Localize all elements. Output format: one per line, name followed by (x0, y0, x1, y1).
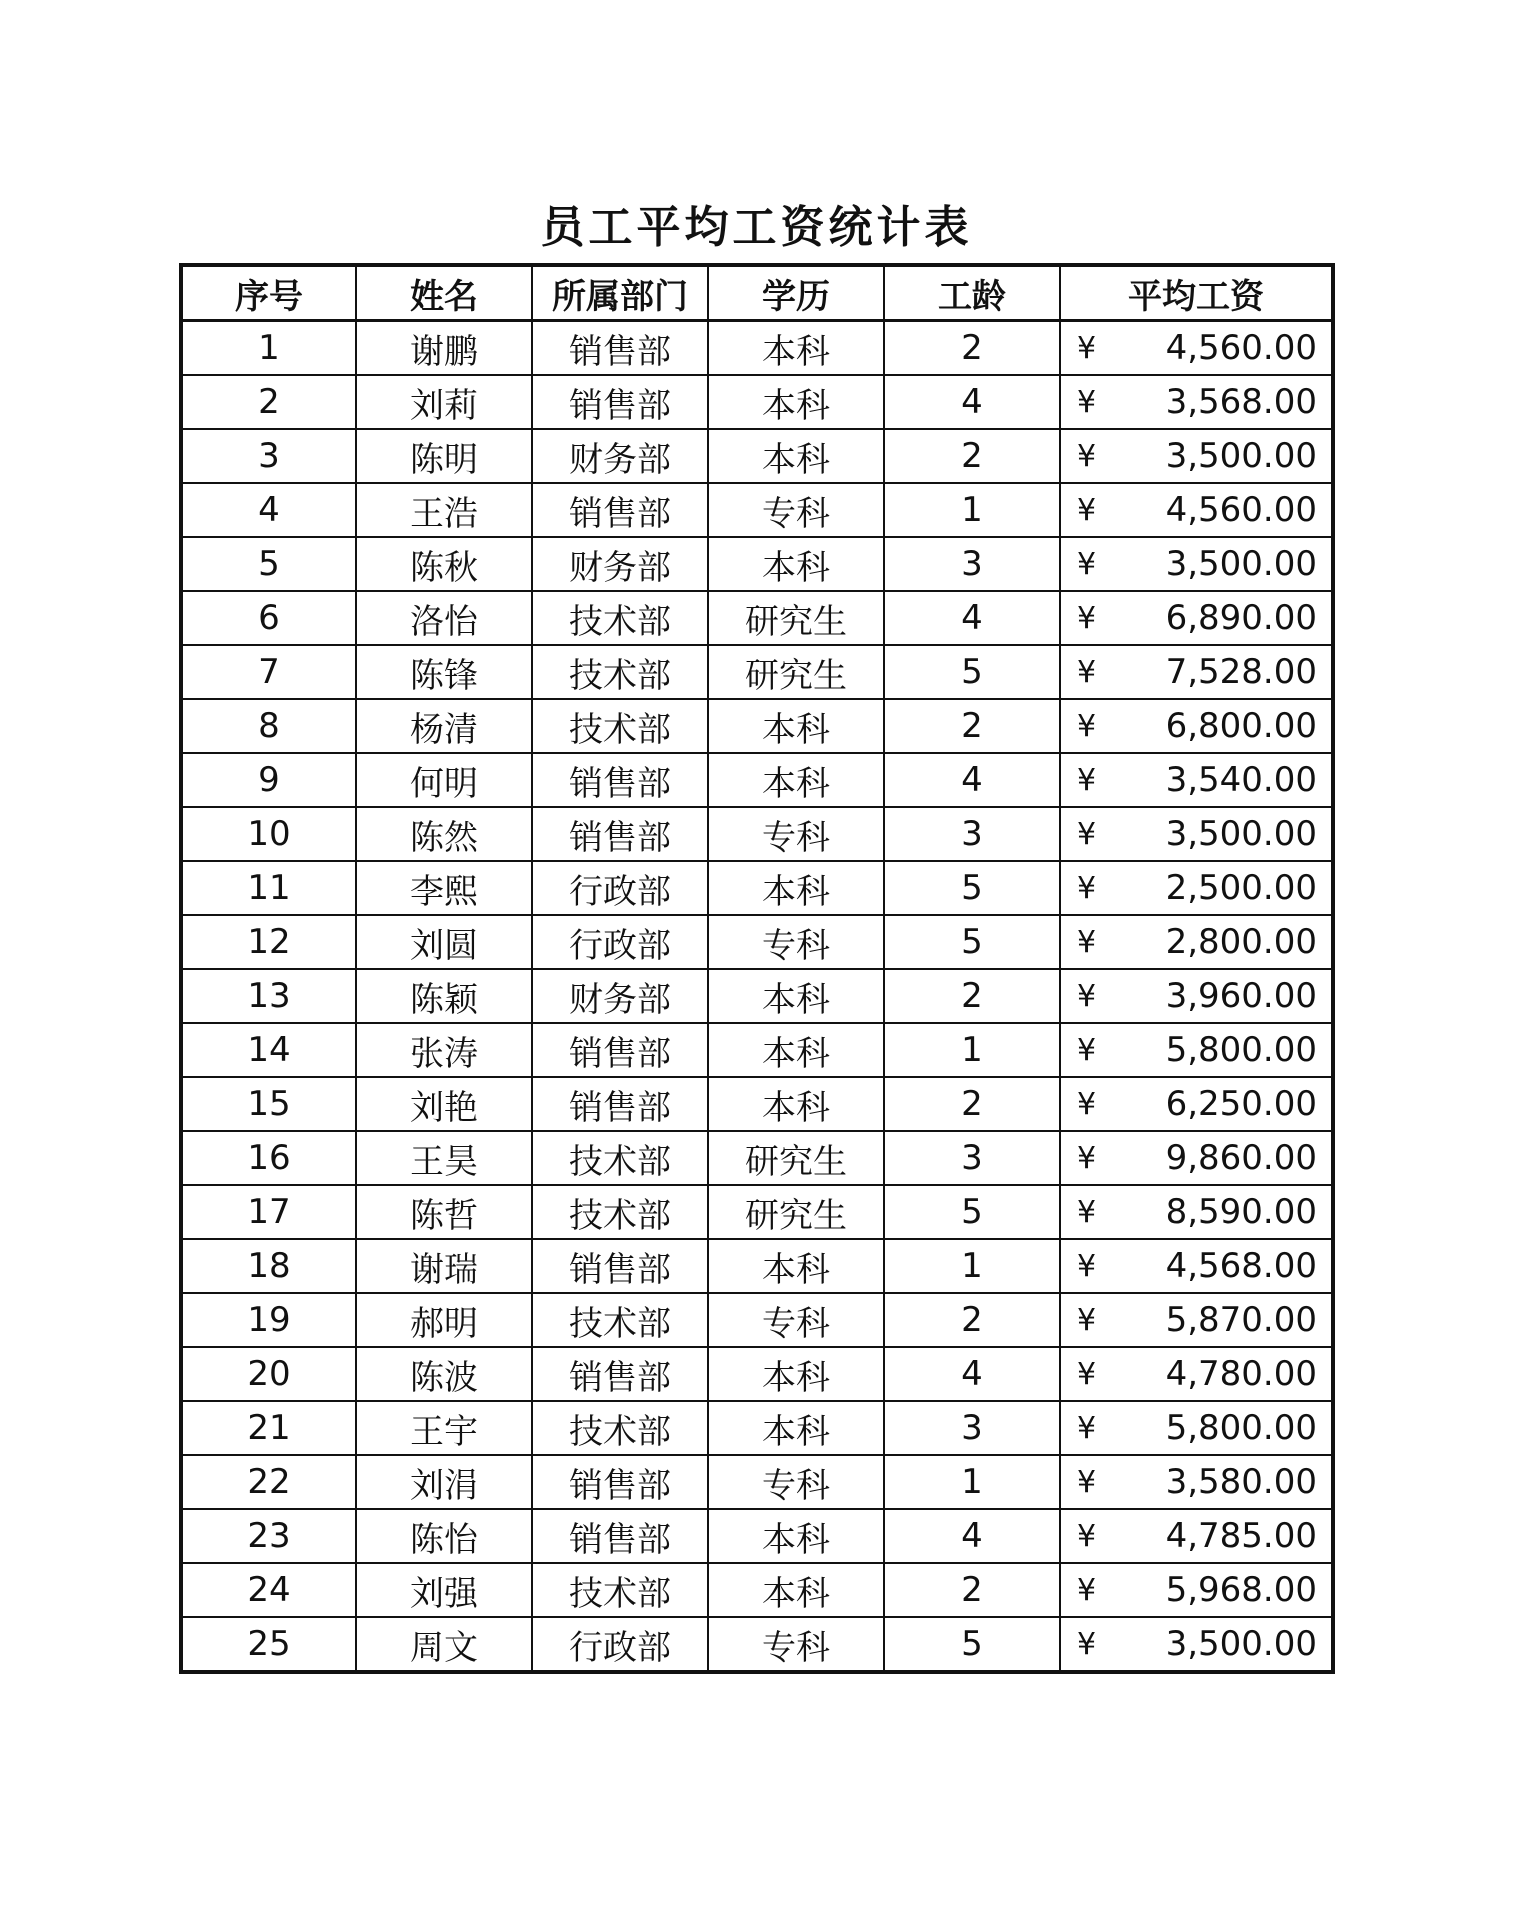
cell-no: 21 (181, 1401, 356, 1455)
cell-dept: 技术部 (532, 1131, 708, 1185)
cell-salary (1060, 1617, 1333, 1672)
table-row (181, 1509, 1333, 1563)
cell-edu: 研究生 (708, 1131, 884, 1185)
cell-edu: 本科 (708, 1509, 884, 1563)
cell-years: 4 (884, 1347, 1060, 1401)
currency-symbol: ¥ (1077, 1140, 1097, 1176)
cell-salary (1060, 537, 1333, 591)
salary-amount: 9,860.00 (1165, 1138, 1317, 1178)
cell-edu: 本科 (708, 1239, 884, 1293)
cell-years: 2 (884, 429, 1060, 483)
currency-symbol: ¥ (1077, 1356, 1097, 1392)
cell-dept: 销售部 (532, 1023, 708, 1077)
currency-symbol: ¥ (1077, 762, 1097, 798)
cell-salary (1060, 1185, 1333, 1239)
cell-edu: 专科 (708, 483, 884, 537)
currency-symbol: ¥ (1077, 816, 1097, 852)
cell-no: 13 (181, 969, 356, 1023)
cell-edu: 研究生 (708, 591, 884, 645)
currency-symbol: ¥ (1077, 1194, 1097, 1230)
salary-amount: 3,500.00 (1165, 814, 1317, 854)
cell-no: 17 (181, 1185, 356, 1239)
cell-years: 2 (884, 321, 1060, 376)
cell-no: 7 (181, 645, 356, 699)
cell-years: 5 (884, 915, 1060, 969)
cell-name: 陈怡 (356, 1509, 532, 1563)
cell-no: 15 (181, 1077, 356, 1131)
salary-table (179, 263, 1335, 1674)
cell-edu: 专科 (708, 807, 884, 861)
cell-no: 12 (181, 915, 356, 969)
header-name: 姓名 (356, 265, 532, 321)
cell-dept: 技术部 (532, 645, 708, 699)
cell-salary (1060, 1563, 1333, 1617)
cell-name: 郝明 (356, 1293, 532, 1347)
cell-no: 22 (181, 1455, 356, 1509)
cell-name: 刘圆 (356, 915, 532, 969)
salary-amount: 7,528.00 (1165, 652, 1317, 692)
cell-edu: 本科 (708, 1023, 884, 1077)
cell-edu: 本科 (708, 1401, 884, 1455)
cell-years: 2 (884, 1293, 1060, 1347)
header-row (181, 265, 1333, 321)
cell-dept: 销售部 (532, 1239, 708, 1293)
header-salary: 平均工资 (1060, 265, 1333, 321)
cell-salary (1060, 807, 1333, 861)
cell-name: 陈然 (356, 807, 532, 861)
currency-symbol: ¥ (1077, 924, 1097, 960)
table-row (181, 321, 1333, 376)
cell-edu: 本科 (708, 753, 884, 807)
salary-amount: 6,890.00 (1165, 598, 1317, 638)
cell-no: 2 (181, 375, 356, 429)
currency-symbol: ¥ (1077, 1086, 1097, 1122)
cell-dept: 技术部 (532, 1185, 708, 1239)
cell-name: 洛怡 (356, 591, 532, 645)
salary-amount: 3,580.00 (1165, 1462, 1317, 1502)
header-no: 序号 (181, 265, 356, 321)
cell-name: 陈秋 (356, 537, 532, 591)
table-row (181, 1347, 1333, 1401)
cell-dept: 财务部 (532, 537, 708, 591)
cell-name: 王浩 (356, 483, 532, 537)
cell-no: 1 (181, 321, 356, 376)
cell-edu: 本科 (708, 537, 884, 591)
currency-symbol: ¥ (1077, 1464, 1097, 1500)
table-title: 员工平均工资统计表 (540, 202, 973, 253)
currency-symbol: ¥ (1077, 1302, 1097, 1338)
cell-no: 4 (181, 483, 356, 537)
cell-name: 刘强 (356, 1563, 532, 1617)
salary-amount: 4,785.00 (1165, 1516, 1317, 1556)
cell-edu: 本科 (708, 1347, 884, 1401)
cell-no: 18 (181, 1239, 356, 1293)
cell-name: 谢鹏 (356, 321, 532, 376)
header-edu: 学历 (708, 265, 884, 321)
cell-dept: 技术部 (532, 591, 708, 645)
cell-years: 1 (884, 1455, 1060, 1509)
cell-no: 11 (181, 861, 356, 915)
table-row (181, 699, 1333, 753)
table-row (181, 1077, 1333, 1131)
cell-dept: 销售部 (532, 807, 708, 861)
cell-dept: 技术部 (532, 1293, 708, 1347)
currency-symbol: ¥ (1077, 438, 1097, 474)
cell-edu: 专科 (708, 1455, 884, 1509)
cell-dept: 销售部 (532, 1077, 708, 1131)
cell-dept: 销售部 (532, 1455, 708, 1509)
cell-years: 3 (884, 1401, 1060, 1455)
table-row (181, 375, 1333, 429)
table-row (181, 753, 1333, 807)
cell-salary (1060, 375, 1333, 429)
cell-years: 3 (884, 1131, 1060, 1185)
currency-symbol: ¥ (1077, 1032, 1097, 1068)
cell-edu: 本科 (708, 1077, 884, 1131)
cell-dept: 技术部 (532, 1563, 708, 1617)
cell-years: 2 (884, 699, 1060, 753)
cell-edu: 本科 (708, 861, 884, 915)
cell-years: 5 (884, 861, 1060, 915)
cell-salary (1060, 591, 1333, 645)
currency-symbol: ¥ (1077, 1572, 1097, 1608)
cell-dept: 技术部 (532, 699, 708, 753)
cell-no: 14 (181, 1023, 356, 1077)
cell-no: 8 (181, 699, 356, 753)
cell-name: 杨清 (356, 699, 532, 753)
table-row (181, 861, 1333, 915)
table-row (181, 591, 1333, 645)
cell-edu: 本科 (708, 321, 884, 376)
salary-amount: 3,500.00 (1165, 436, 1317, 476)
cell-dept: 销售部 (532, 753, 708, 807)
cell-edu: 本科 (708, 429, 884, 483)
cell-dept: 销售部 (532, 483, 708, 537)
cell-dept: 销售部 (532, 321, 708, 376)
table-row (181, 429, 1333, 483)
table-row (181, 1239, 1333, 1293)
cell-salary (1060, 1347, 1333, 1401)
currency-symbol: ¥ (1077, 600, 1097, 636)
cell-years: 1 (884, 483, 1060, 537)
cell-salary (1060, 699, 1333, 753)
cell-no: 5 (181, 537, 356, 591)
cell-salary (1060, 861, 1333, 915)
cell-name: 李熙 (356, 861, 532, 915)
salary-amount: 2,800.00 (1165, 922, 1317, 962)
salary-amount: 6,800.00 (1165, 706, 1317, 746)
cell-name: 陈颖 (356, 969, 532, 1023)
salary-amount: 4,568.00 (1165, 1246, 1317, 1286)
salary-amount: 3,960.00 (1165, 976, 1317, 1016)
cell-salary (1060, 1401, 1333, 1455)
cell-edu: 研究生 (708, 1185, 884, 1239)
cell-salary (1060, 1077, 1333, 1131)
cell-years: 4 (884, 1509, 1060, 1563)
cell-name: 何明 (356, 753, 532, 807)
cell-salary (1060, 1455, 1333, 1509)
cell-name: 陈波 (356, 1347, 532, 1401)
cell-dept: 财务部 (532, 969, 708, 1023)
currency-symbol: ¥ (1077, 330, 1097, 366)
cell-no: 6 (181, 591, 356, 645)
cell-no: 3 (181, 429, 356, 483)
salary-amount: 4,780.00 (1165, 1354, 1317, 1394)
cell-edu: 本科 (708, 969, 884, 1023)
currency-symbol: ¥ (1077, 978, 1097, 1014)
cell-salary (1060, 645, 1333, 699)
salary-amount: 4,560.00 (1165, 490, 1317, 530)
cell-name: 刘艳 (356, 1077, 532, 1131)
salary-amount: 8,590.00 (1165, 1192, 1317, 1232)
cell-years: 2 (884, 1563, 1060, 1617)
cell-no: 16 (181, 1131, 356, 1185)
cell-edu: 本科 (708, 1563, 884, 1617)
cell-no: 9 (181, 753, 356, 807)
cell-dept: 销售部 (532, 375, 708, 429)
cell-salary (1060, 969, 1333, 1023)
cell-dept: 技术部 (532, 1401, 708, 1455)
cell-years: 4 (884, 591, 1060, 645)
cell-name: 刘涓 (356, 1455, 532, 1509)
cell-years: 4 (884, 753, 1060, 807)
cell-name: 刘莉 (356, 375, 532, 429)
salary-amount: 3,500.00 (1165, 1624, 1317, 1664)
cell-salary (1060, 1509, 1333, 1563)
cell-edu: 研究生 (708, 645, 884, 699)
cell-edu: 专科 (708, 1293, 884, 1347)
cell-years: 1 (884, 1239, 1060, 1293)
cell-no: 10 (181, 807, 356, 861)
currency-symbol: ¥ (1077, 708, 1097, 744)
cell-no: 20 (181, 1347, 356, 1401)
currency-symbol: ¥ (1077, 384, 1097, 420)
header-years: 工龄 (884, 265, 1060, 321)
cell-salary (1060, 1131, 1333, 1185)
cell-salary (1060, 429, 1333, 483)
table-row (181, 915, 1333, 969)
table-row (181, 1563, 1333, 1617)
cell-name: 陈锋 (356, 645, 532, 699)
cell-no: 24 (181, 1563, 356, 1617)
currency-symbol: ¥ (1077, 654, 1097, 690)
salary-amount: 5,800.00 (1165, 1030, 1317, 1070)
cell-salary (1060, 321, 1333, 376)
salary-amount: 3,500.00 (1165, 544, 1317, 584)
cell-name: 谢瑞 (356, 1239, 532, 1293)
cell-name: 王宇 (356, 1401, 532, 1455)
table-row (181, 483, 1333, 537)
salary-amount: 6,250.00 (1165, 1084, 1317, 1124)
currency-symbol: ¥ (1077, 1518, 1097, 1554)
table-row (181, 1293, 1333, 1347)
cell-salary (1060, 483, 1333, 537)
cell-edu: 专科 (708, 1617, 884, 1672)
currency-symbol: ¥ (1077, 546, 1097, 582)
cell-salary (1060, 1293, 1333, 1347)
table-row (181, 645, 1333, 699)
cell-name: 王昊 (356, 1131, 532, 1185)
salary-amount: 2,500.00 (1165, 868, 1317, 908)
currency-symbol: ¥ (1077, 1248, 1097, 1284)
cell-edu: 本科 (708, 699, 884, 753)
cell-years: 5 (884, 1617, 1060, 1672)
cell-salary (1060, 753, 1333, 807)
cell-years: 5 (884, 645, 1060, 699)
cell-dept: 行政部 (532, 915, 708, 969)
salary-amount: 4,560.00 (1165, 328, 1317, 368)
cell-years: 2 (884, 1077, 1060, 1131)
header-dept: 所属部门 (532, 265, 708, 321)
table-row (181, 1131, 1333, 1185)
currency-symbol: ¥ (1077, 870, 1097, 906)
table-row (181, 537, 1333, 591)
cell-edu: 本科 (708, 375, 884, 429)
cell-years: 5 (884, 1185, 1060, 1239)
salary-amount: 5,968.00 (1165, 1570, 1317, 1610)
salary-amount: 3,540.00 (1165, 760, 1317, 800)
cell-no: 25 (181, 1617, 356, 1672)
salary-amount: 5,800.00 (1165, 1408, 1317, 1448)
cell-salary (1060, 915, 1333, 969)
currency-symbol: ¥ (1077, 1410, 1097, 1446)
table-row (181, 807, 1333, 861)
table-row (181, 1023, 1333, 1077)
cell-years: 2 (884, 969, 1060, 1023)
table-body (181, 321, 1333, 1673)
cell-dept: 销售部 (532, 1347, 708, 1401)
cell-name: 陈明 (356, 429, 532, 483)
table-row (181, 1455, 1333, 1509)
currency-symbol: ¥ (1077, 1626, 1097, 1662)
cell-years: 1 (884, 1023, 1060, 1077)
table-row (181, 1617, 1333, 1672)
table-row (181, 1401, 1333, 1455)
cell-years: 4 (884, 375, 1060, 429)
table-row (181, 969, 1333, 1023)
cell-dept: 行政部 (532, 861, 708, 915)
cell-edu: 专科 (708, 915, 884, 969)
cell-name: 陈哲 (356, 1185, 532, 1239)
cell-years: 3 (884, 537, 1060, 591)
salary-amount: 5,870.00 (1165, 1300, 1317, 1340)
cell-dept: 财务部 (532, 429, 708, 483)
cell-salary (1060, 1023, 1333, 1077)
currency-symbol: ¥ (1077, 492, 1097, 528)
cell-name: 张涛 (356, 1023, 532, 1077)
cell-salary (1060, 1239, 1333, 1293)
salary-amount: 3,568.00 (1165, 382, 1317, 422)
cell-years: 3 (884, 807, 1060, 861)
cell-name: 周文 (356, 1617, 532, 1672)
table-row (181, 1185, 1333, 1239)
cell-no: 23 (181, 1509, 356, 1563)
cell-dept: 行政部 (532, 1617, 708, 1672)
cell-dept: 销售部 (532, 1509, 708, 1563)
cell-no: 19 (181, 1293, 356, 1347)
